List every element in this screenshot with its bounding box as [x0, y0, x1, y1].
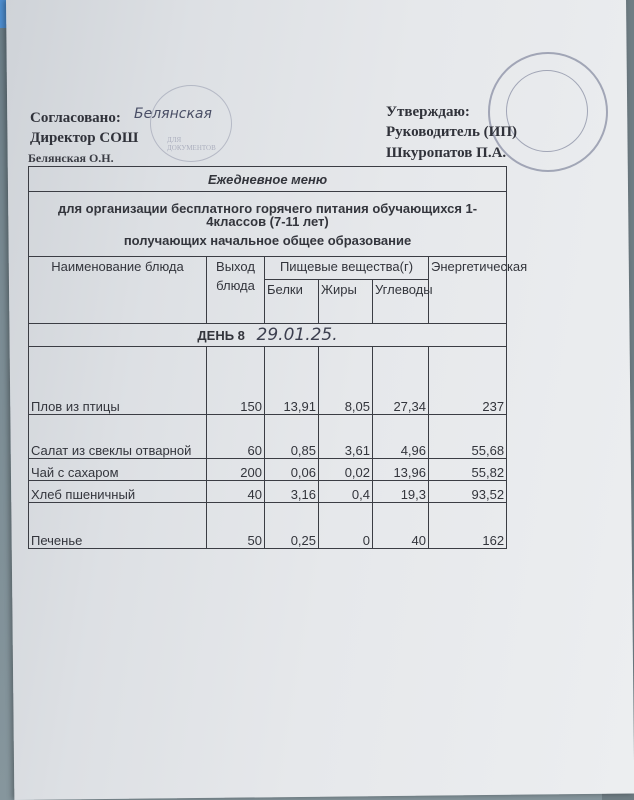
dish-protein: 0,85: [265, 415, 319, 459]
dish-fat: 8,05: [319, 347, 373, 415]
dish-energy: 162: [429, 503, 507, 549]
col-header-carbs: Углеводы: [373, 280, 429, 324]
left-stamp: [150, 85, 232, 162]
dish-carbs: 13,96: [373, 459, 429, 481]
dish-output: 40: [207, 481, 265, 503]
dish-name: Печенье: [29, 503, 207, 549]
col-header-nutrients: Пищевые вещества(г): [265, 257, 429, 280]
table-row: [29, 481, 507, 503]
menu-subtitle-line2: получающих начальное общее образование: [123, 232, 412, 248]
dish-fat: 0: [319, 503, 373, 549]
col-header-output: Выход блюда: [207, 257, 265, 324]
dish-energy: 55,82: [429, 459, 507, 481]
table-row: [29, 459, 507, 481]
dish-energy: 93,52: [429, 481, 507, 503]
col-header-fat: Жиры: [319, 280, 373, 324]
col-header-energy: Энергетическая: [429, 257, 507, 324]
table-row: [29, 503, 507, 549]
dish-output: 200: [207, 459, 265, 481]
col-header-protein: Белки: [265, 280, 319, 324]
dish-output: 60: [207, 415, 265, 459]
dish-output: 50: [207, 503, 265, 549]
left-stamp-text: ДЛЯ ДОКУМЕНТОВ: [167, 136, 216, 152]
dish-name: Плов из птицы: [29, 347, 207, 415]
dish-protein: 0,25: [265, 503, 319, 549]
handwritten-date: 29.01.25.: [256, 325, 338, 345]
agreed-label: Согласовано:: [30, 110, 121, 126]
day-row: [29, 324, 507, 347]
approved-label: Утверждаю:: [386, 104, 470, 120]
dish-name: Хлеб пшеничный: [29, 481, 207, 503]
menu-subtitle: [29, 192, 507, 257]
director-name: Белянская О.Н.: [28, 151, 114, 165]
dish-output: 150: [207, 347, 265, 415]
director-position: Директор СОШ: [30, 130, 139, 146]
day-label: ДЕНЬ 8: [197, 328, 245, 343]
dish-protein: 3,16: [265, 481, 319, 503]
dish-energy: 237: [429, 347, 507, 415]
menu-subtitle-line1: для организации бесплатного горячего питания обучающихся 1-4классов (7-11 лет): [57, 200, 478, 229]
menu-title: Ежедневное меню: [29, 167, 507, 192]
dish-carbs: 4,96: [373, 415, 429, 459]
dish-fat: 0,02: [319, 459, 373, 481]
dish-energy: 55,68: [429, 415, 507, 459]
dish-carbs: 40: [373, 503, 429, 549]
head-name: Шкуропатов П.А.: [386, 145, 507, 161]
seal-inner-ring: [506, 70, 588, 152]
dish-protein: 13,91: [265, 347, 319, 415]
dish-fat: 0,4: [319, 481, 373, 503]
daily-menu-table: [28, 166, 528, 549]
left-signature: Белянская: [134, 106, 212, 122]
dish-name: Чай с сахаром: [29, 459, 207, 481]
head-position: Руководитель (ИП): [386, 124, 517, 140]
table-row: [29, 347, 507, 415]
dish-carbs: 27,34: [373, 347, 429, 415]
dish-fat: 3,61: [319, 415, 373, 459]
table-row: [29, 415, 507, 459]
dish-name: Салат из свеклы отварной: [29, 415, 207, 459]
dish-protein: 0,06: [265, 459, 319, 481]
col-header-name: Наименование блюда: [29, 257, 207, 324]
dish-carbs: 19,3: [373, 481, 429, 503]
